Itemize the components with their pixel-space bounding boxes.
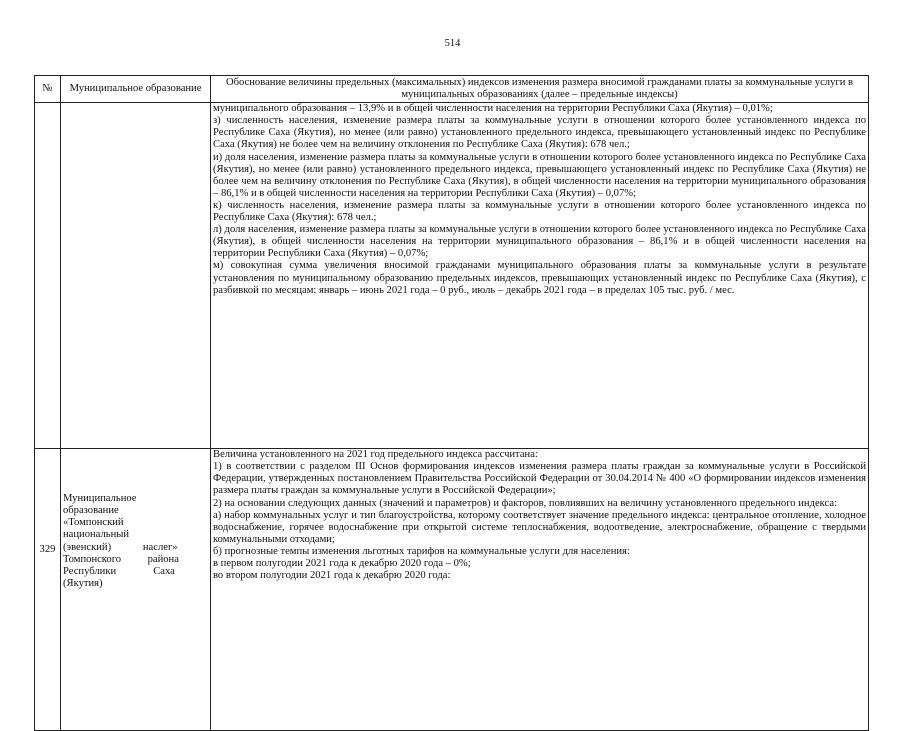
table-row <box>35 449 869 731</box>
paragraph: б) прогнозные темпы изменения льготных тарифов на коммунальные услуги для населения: <box>213 545 630 557</box>
municipality-line: Томпонского района <box>63 553 179 565</box>
row-municipality <box>61 449 211 731</box>
paragraph: а) набор коммунальных услуг и тип благоустройства, которому соответствует значение предельного индекса: центральное отопление, холодное водоснабжение, горячее водоснабжение при открытой системе теплоснабжения, водоотведение, электроснабжение, обращение с твердыми коммунальными отходами; <box>213 509 866 545</box>
paragraph: к) численность населения, изменение размера платы за коммунальные услуги в отношении которого более установленного индекса по Республике Саха (Якутия): 678 чел.; <box>213 199 866 224</box>
paragraph: и) доля населения, изменение размера платы за коммунальные услуги в отношении которого более установленного индекса по Республике Саха (Якутия), но менее (или равно) установленного предельного индекса, превышающего установленный индекс по Республике Саха (Якутия) не более чем на величину отклонения по Республике Саха (Якутия), в общей численности населения на территории муниципального образования – 86,1% и в общей численности населения на территории Республики Саха (Якутия) – 0,07%; <box>213 151 866 199</box>
paragraph: в первом полугодии 2021 года к декабрю 2020 года – 0%; <box>213 558 471 570</box>
paragraph: во втором полугодии 2021 года к декабрю 2020 года: <box>213 570 451 582</box>
header-municipality: Муниципальное образование <box>61 76 211 103</box>
page-number: 514 <box>444 38 461 49</box>
row-municipality <box>61 103 211 449</box>
justification-table <box>34 75 869 731</box>
header-number: № <box>35 76 61 103</box>
row-justification <box>211 449 869 731</box>
municipality-line: Муниципальное <box>63 493 137 505</box>
municipality-line: «Томпонский <box>63 517 124 529</box>
row-number: 329 <box>35 449 61 731</box>
paragraph: Величина установленного на 2021 год предельного индекса рассчитана: <box>213 449 538 461</box>
paragraph: 2) на основании следующих данных (значений и параметров) и факторов, повлиявших на величину установленного предельного индекса: <box>213 497 838 509</box>
header-justification: Обоснование величины предельных (максимальных) индексов изменения размера вносимой гражданами платы за коммунальные услуги в муниципальных образованиях (далее – предельные индексы) <box>211 76 869 103</box>
row-justification <box>211 103 869 449</box>
paragraph: муниципального образования – 13,9% и в общей численности населения на территории Республики Саха (Якутия) – 0,01%; <box>213 103 773 115</box>
paragraph: л) доля населения, изменение размера платы за коммунальные услуги в отношении которого более установленного индекса по Республике Саха (Якутия), в общей численности населения на территории муниципального образования – 86,1% и в общей численности населения на территории Республики Саха (Якутия) – 0,07%; <box>213 224 866 260</box>
paragraph: м) совокупная сумма увеличения вносимой гражданами муниципального образования платы за коммунальные услуги в результате установления по муниципальному образованию предельных индексов, превышающих установленный индекс по Республике Саха (Якутия), с разбивкой по месяцам: январь – июнь 2021 года – 0 руб., июль – декабрь 2021 года – в пределах 105 тыс. руб. / мес. <box>213 260 866 296</box>
table-header-row <box>35 76 869 103</box>
table-row <box>35 103 869 449</box>
municipality-line: Республики Саха <box>63 565 175 577</box>
row-number <box>35 103 61 449</box>
municipality-line: (эвенский) наслег» <box>63 541 178 553</box>
paragraph: 1) в соответствии с разделом III Основ формирования индексов изменения размера платы граждан за коммунальные услуги в Российской Федерации, утвержденных постановлением Правительства Российской Федерации от 30.04.2014 № 400 «О формировании индексов изменения размера платы граждан за коммунальные услуги в Российской Федерации»; <box>213 461 866 497</box>
municipality-line: (Якутия) <box>63 577 103 589</box>
municipality-line: национальный <box>63 529 130 541</box>
paragraph: з) численность населения, изменение размера платы за коммунальные услуги в отношении которого более установленного индекса по Республике Саха (Якутия), но менее (или равно) установленного предельного индекса, превышающего установленный индекс по Республике Саха (Якутия) не более чем на величину отклонения по Республике Саха (Якутия): 678 чел.; <box>213 115 866 151</box>
municipality-line: образование <box>63 505 119 517</box>
